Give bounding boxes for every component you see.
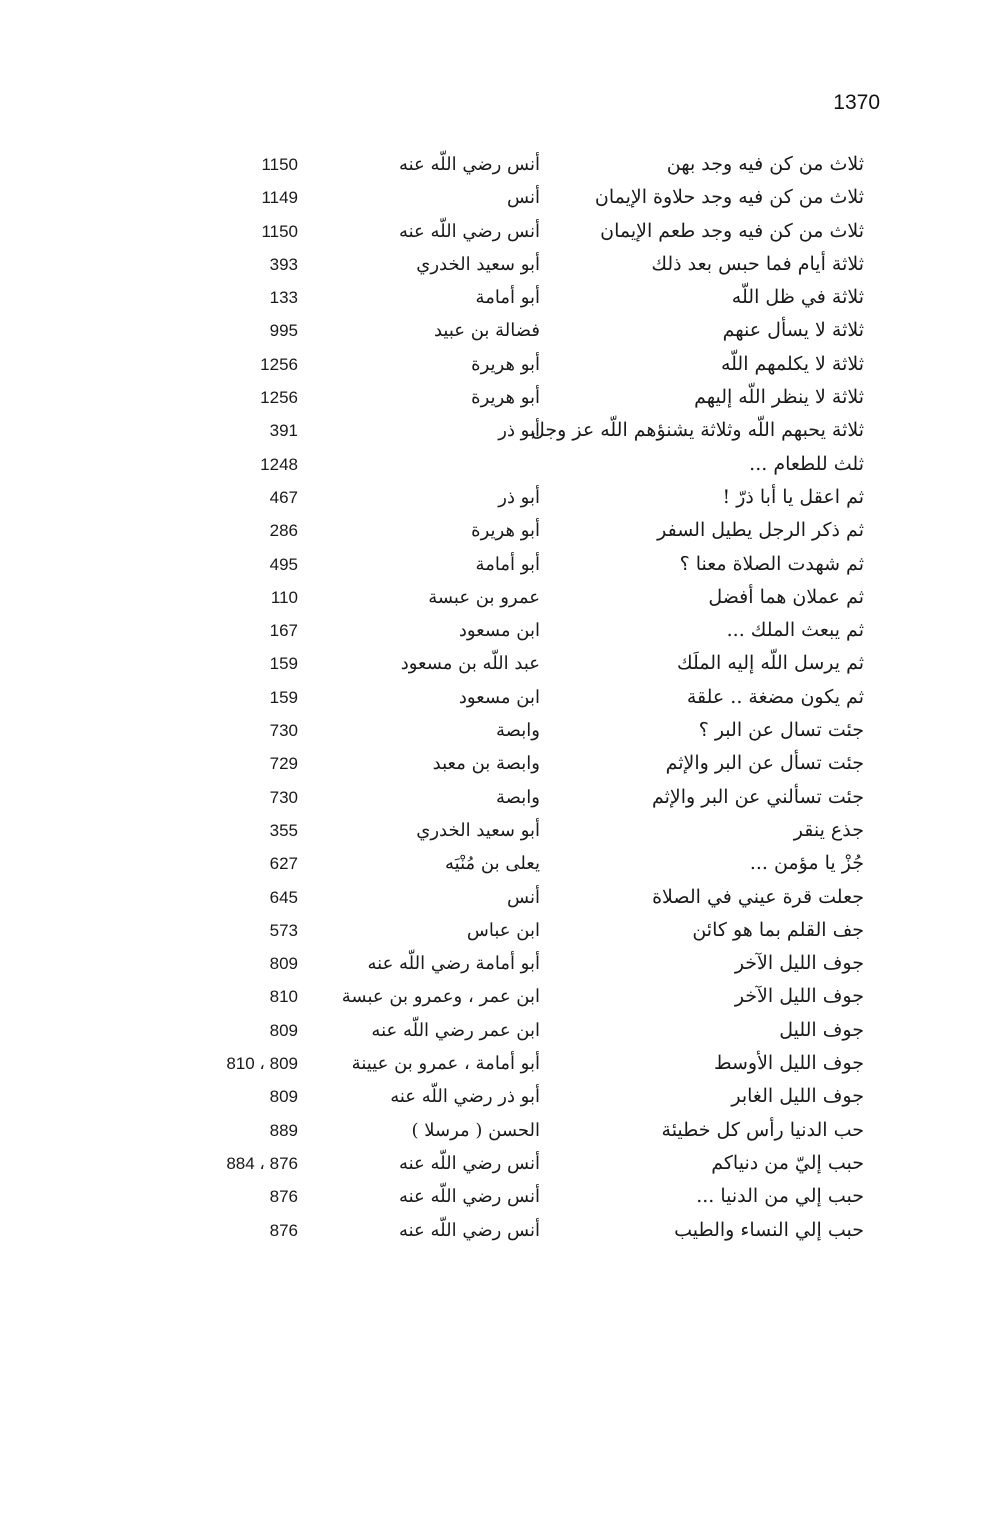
page-reference: 809: [269, 1087, 298, 1107]
page-reference: 876: [269, 1220, 298, 1240]
narrator-name: أنس رضي اللّه عنه: [398, 1152, 540, 1174]
index-entry: [0, 181, 986, 214]
hadith-text: جوف الليل الآخر: [734, 952, 864, 975]
page-reference: 573: [269, 920, 298, 940]
page-reference: 1248: [260, 454, 298, 474]
index-entry: [0, 781, 986, 814]
narrator-name: أنس: [507, 886, 540, 908]
narrator-name: أنس رضي اللّه عنه: [398, 1186, 540, 1208]
page-reference: 627: [269, 854, 298, 874]
narrator-name: وابصة: [496, 720, 540, 742]
page-reference: 810 ، 809: [226, 1054, 298, 1074]
hadith-text: ثم ذكر الرجل يطيل السفر: [657, 519, 864, 542]
page-reference: 159: [269, 654, 298, 674]
index-entry: [0, 980, 986, 1013]
hadith-text: جوف الليل الآخر: [734, 985, 864, 1008]
index-entry: [0, 1080, 986, 1113]
hadith-text: ثلث للطعام ...: [749, 452, 864, 475]
narrator-name: أنس رضي اللّه عنه: [398, 220, 540, 242]
index-entry: [0, 1147, 986, 1180]
page-reference: 167: [269, 621, 298, 641]
index-entry: [0, 814, 986, 847]
narrator-name: أبو ذر: [498, 486, 540, 508]
hadith-text: ثم يكون مضغة .. علقة: [686, 685, 864, 708]
hadith-text: جُزْ يا مؤمن ...: [749, 852, 864, 875]
hadith-text: ثلاثة يحبهم اللّه وثلاثة يشنؤهم اللّه عز وجل: [530, 419, 864, 442]
hadith-text: جعلت قرة عيني في الصلاة: [652, 885, 864, 908]
hadith-text: ثلاثة لا ينظر اللّه إليهم: [694, 386, 864, 409]
narrator-name: أبو سعيد الخدري: [416, 253, 540, 275]
index-entry: [0, 215, 986, 248]
hadith-text: حبب إلي النساء والطيب: [674, 1218, 864, 1241]
hadith-text: ثم يبعث الملك ...: [726, 619, 864, 642]
page-reference: 809: [269, 954, 298, 974]
page-reference: 393: [269, 254, 298, 274]
page-reference: 1149: [261, 188, 298, 208]
index-entry: [0, 1014, 986, 1047]
page-reference: 810: [269, 987, 298, 1007]
page-number: 1370: [833, 91, 880, 114]
hadith-text: ثلاثة في ظل اللّه: [731, 286, 864, 309]
page-reference: 995: [269, 321, 298, 341]
index-entry: [0, 248, 986, 281]
index-entry: [0, 681, 986, 714]
narrator-name: يعلى بن مُنْيَه: [445, 853, 540, 875]
narrator-name: الحسن ( مرسلا ): [411, 1119, 540, 1141]
index-entry: [0, 1214, 986, 1247]
page-reference: 133: [269, 288, 298, 308]
hadith-text: جوف الليل: [779, 1018, 864, 1041]
page-reference: 729: [269, 754, 298, 774]
hadith-text: جئت تسال عن البر ؟: [698, 719, 864, 742]
page-reference: 730: [269, 721, 298, 741]
page-reference: 889: [269, 1120, 298, 1140]
index-entry: [0, 614, 986, 647]
narrator-name: أنس رضي اللّه عنه: [398, 154, 540, 175]
narrator-name: أبو هريرة: [471, 520, 540, 542]
hadith-text: ثم اعقل يا أبا ذرّ !: [722, 485, 864, 508]
narrator-name: أبو هريرة: [471, 353, 540, 375]
index-entry: [0, 1047, 986, 1080]
narrator-name: أبو ذر رضي اللّه عنه: [390, 1086, 540, 1108]
page-reference: 730: [269, 787, 298, 807]
index-entry: [0, 914, 986, 947]
hadith-text: حبب إليّ من دنياكم: [711, 1151, 864, 1174]
index-entry: [0, 548, 986, 581]
index-entry: [0, 1114, 986, 1147]
index-entry: [0, 1180, 986, 1213]
index-entry: [0, 847, 986, 880]
narrator-name: فضالة بن عبيد: [433, 320, 540, 342]
index-entry: [0, 381, 986, 414]
hadith-text: ثلاث من كن فيه وجد طعم الإيمان: [600, 219, 864, 242]
page-reference: 495: [269, 554, 298, 574]
narrator-name: أبو هريرة: [471, 387, 540, 409]
page-reference: 884 ، 876: [226, 1153, 298, 1173]
page-reference: 391: [269, 421, 298, 441]
page-reference: 1256: [260, 388, 298, 408]
hadith-text: جوف الليل الغابر: [731, 1085, 864, 1108]
page-reference: 159: [269, 687, 298, 707]
hadith-text: ثلاثة أيام فما حبس بعد ذلك: [651, 252, 864, 275]
hadith-text: ثم شهدت الصلاة معنا ؟: [679, 552, 864, 575]
narrator-name: أنس: [507, 187, 540, 209]
page-reference: 645: [269, 887, 298, 907]
hadith-text: حبب إلي من الدنيا ...: [696, 1185, 864, 1208]
page-reference: 110: [270, 587, 298, 607]
narrator-name: ابن عمر رضي اللّه عنه: [371, 1019, 540, 1041]
page-reference: 1150: [261, 221, 298, 241]
narrator-name: وابصة بن معبد: [432, 753, 540, 775]
hadith-text: ثلاثة لا يكلمهم اللّه: [720, 352, 864, 375]
index-entry: [0, 281, 986, 314]
narrator-name: أنس رضي اللّه عنه: [398, 1219, 540, 1241]
index-entry: [0, 514, 986, 547]
hadith-text: ثلاثة لا يسأل عنهم: [722, 319, 864, 342]
hadith-text: ثم عملان هما أفضل: [708, 585, 864, 608]
index-entry: [0, 314, 986, 347]
page-reference: 286: [269, 521, 298, 541]
narrator-name: أبو ذر: [498, 420, 540, 442]
index-entry: [0, 947, 986, 980]
hadith-text: جوف الليل الأوسط: [713, 1052, 864, 1075]
index-entry: [0, 581, 986, 614]
narrator-name: أبو أمامة: [475, 287, 540, 309]
page-reference: 1256: [260, 354, 298, 374]
narrator-name: ابن مسعود: [458, 686, 540, 708]
hadith-text: ثم يرسل اللّه إليه الملَك: [676, 652, 864, 675]
index-entry: [0, 747, 986, 780]
narrator-name: وابصة: [496, 786, 540, 808]
page-reference: 1150: [261, 155, 298, 174]
hadith-text: جئت تسألني عن البر والإثم: [652, 785, 864, 808]
narrator-name: أبو أمامة: [475, 553, 540, 575]
hadith-text: ثلاث من كن فيه وجد بهن: [666, 153, 864, 175]
page-reference: 876: [269, 1187, 298, 1207]
index-entry: [0, 481, 986, 514]
narrator-name: أبو سعيد الخدري: [416, 819, 540, 841]
index-entry: [0, 448, 986, 481]
index-entry: [0, 647, 986, 680]
index-entry: [0, 881, 986, 914]
index-entry: [0, 348, 986, 381]
hadith-text: حب الدنيا رأس كل خطيئة: [661, 1118, 864, 1141]
narrator-name: ابن عباس: [466, 919, 540, 941]
page-reference: 355: [269, 820, 298, 840]
narrator-name: عبد اللّه بن مسعود: [400, 653, 540, 675]
hadith-index-list: [0, 148, 986, 1247]
hadith-text: جئت تسأل عن البر والإثم: [665, 752, 864, 775]
narrator-name: أبو أمامة ، عمرو بن عيينة: [351, 1053, 540, 1075]
index-entry: [0, 714, 986, 747]
narrator-name: أبو أمامة رضي اللّه عنه: [367, 953, 540, 975]
hadith-text: جف القلم بما هو كائن: [692, 918, 864, 941]
narrator-name: عمرو بن عبسة: [428, 586, 540, 608]
narrator-name: ابن مسعود: [458, 620, 540, 642]
hadith-text: جذع ينقر: [793, 818, 864, 841]
narrator-name: ابن عمر ، وعمرو بن عبسة: [341, 986, 540, 1008]
page-reference: 809: [269, 1020, 298, 1040]
hadith-text: ثلاث من كن فيه وجد حلاوة الإيمان: [594, 186, 864, 209]
index-entry: [0, 414, 986, 447]
page-reference: 467: [269, 487, 298, 507]
index-entry: [0, 148, 986, 181]
